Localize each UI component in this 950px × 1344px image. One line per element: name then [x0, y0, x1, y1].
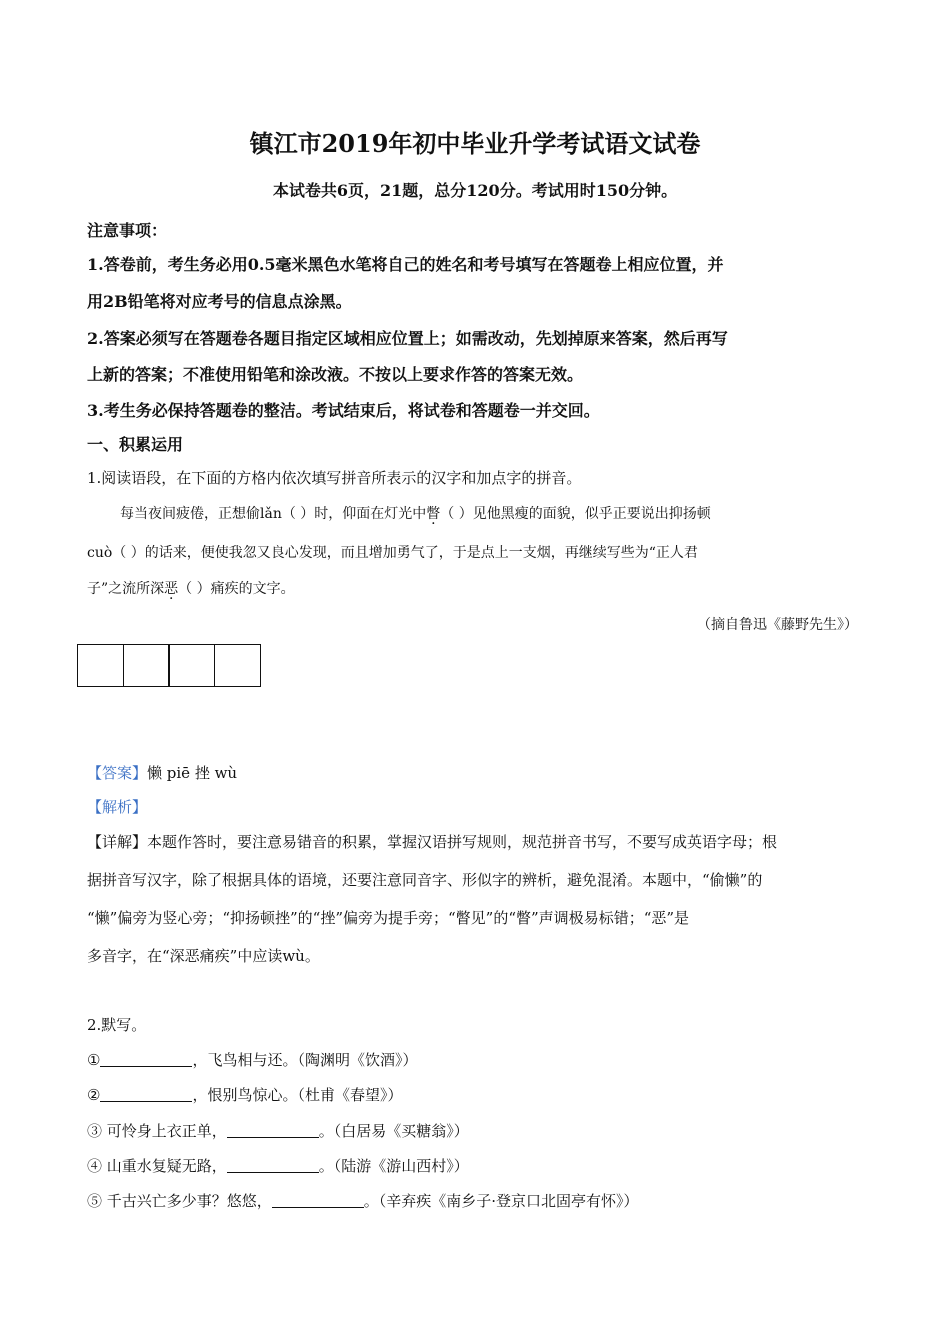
q1-stem: 1.阅读语段，在下面的方格内依次填写拼音所表示的汉字和加点字的拼音。 [87, 469, 582, 487]
analysis-label: 【解析】 [87, 798, 148, 816]
answer-box-4[interactable] [214, 644, 261, 687]
answer-box-2[interactable] [123, 644, 170, 687]
answer-box-3[interactable] [168, 644, 215, 687]
detail-line-2: 据拼音写汉字，除了根据具体的语境，还要注意同音字、形似字的辨析，避免混淆。本题中，“偷懒”的 [87, 871, 763, 889]
q1-passage-line-1: 每当夜间疲倦，正想偷lǎn（ ）时，仰面在灯光中瞥（ ）见他黑瘦的面貌，似乎正要说出抑扬顿 [120, 506, 711, 522]
notice-line-2b: 上新的答案；不准使用铅笔和涂改液。不按以上要求作答的答案无效。 [87, 365, 584, 384]
section-heading: 一、积累运用 [87, 435, 184, 454]
blank-1[interactable] [100, 1051, 192, 1067]
q1-answer [87, 762, 237, 783]
q2-item-1: ① ，飞鸟相与还。（陶渊明《饮酒》） [87, 1051, 418, 1069]
blank-4[interactable] [227, 1157, 319, 1173]
q1-passage-line-3: 子”之流所深恶（ ）痛疾的文字。 [87, 581, 295, 597]
notice-heading: 注意事项： [87, 221, 168, 240]
answer-text: 懒 piē 挫 wù [147, 764, 238, 782]
q1-passage-line-2: cuò（ ）的话来，便使我忽又良心发现，而且增加勇气了，于是点上一支烟，再继续写些为“正人君 [87, 545, 698, 561]
detail-line-3: “懒”偏旁为竖心旁；“抑扬顿挫”的“挫”偏旁为提手旁；“瞥见”的“瞥”声调极易标错；“恶”是 [87, 909, 690, 927]
notice-line-1b: 用2B铅笔将对应考号的信息点涂黑。 [87, 292, 352, 311]
q2-stem: 2.默写。 [87, 1016, 147, 1034]
blank-5[interactable] [272, 1192, 364, 1208]
answer-grid [77, 644, 261, 687]
q2-item-3: ③ 可怜身上衣正单， 。（白居易《买糖翁》） [87, 1122, 469, 1140]
dotted-char-wu: 恶 [164, 581, 179, 597]
notice-line-3: 3.考生务必保持答题卷的整洁。考试结束后，将试卷和答题卷一并交回。 [87, 401, 600, 420]
answer-box-1[interactable] [77, 644, 124, 687]
dotted-char-pie: 瞥 [426, 506, 441, 522]
q2-item-5: ⑤ 千古兴亡多少事？悠悠， 。（辛弃疾《南乡子·登京口北固亭有怀》） [87, 1192, 639, 1210]
detail-line-4: 多音字，在“深恶痛疾”中应读wù。 [87, 947, 320, 965]
notice-line-2a: 2.答案必须写在答题卷各题目指定区域相应位置上；如需改动，先划掉原来答案，然后再写 [87, 329, 728, 348]
notice-line-1a: 1.答卷前，考生务必用0.5毫米黑色水笔将自己的姓名和考号填写在答题卷上相应位置，并 [87, 255, 724, 274]
exam-info: 本试卷共6页，21题，总分120分。考试用时150分钟。 [272, 181, 678, 200]
blank-2[interactable] [100, 1086, 192, 1102]
q2-item-4: ④ 山重水复疑无路， 。（陆游《游山西村》） [87, 1157, 469, 1175]
q1-source: （摘自鲁迅《藤野先生》） [697, 617, 858, 633]
answer-label: 【答案】 [87, 764, 148, 782]
blank-3[interactable] [227, 1122, 319, 1138]
detail-line-1: 【详解】本题作答时，要注意易错音的积累，掌握汉语拼写规则，规范拼音书写，不要写成英语字母；根 [87, 833, 778, 851]
q2-item-2: ② ，恨别鸟惊心。（杜甫《春望》） [87, 1086, 403, 1104]
page-title: 镇江市2019年初中毕业升学考试语文试卷 [249, 129, 701, 158]
